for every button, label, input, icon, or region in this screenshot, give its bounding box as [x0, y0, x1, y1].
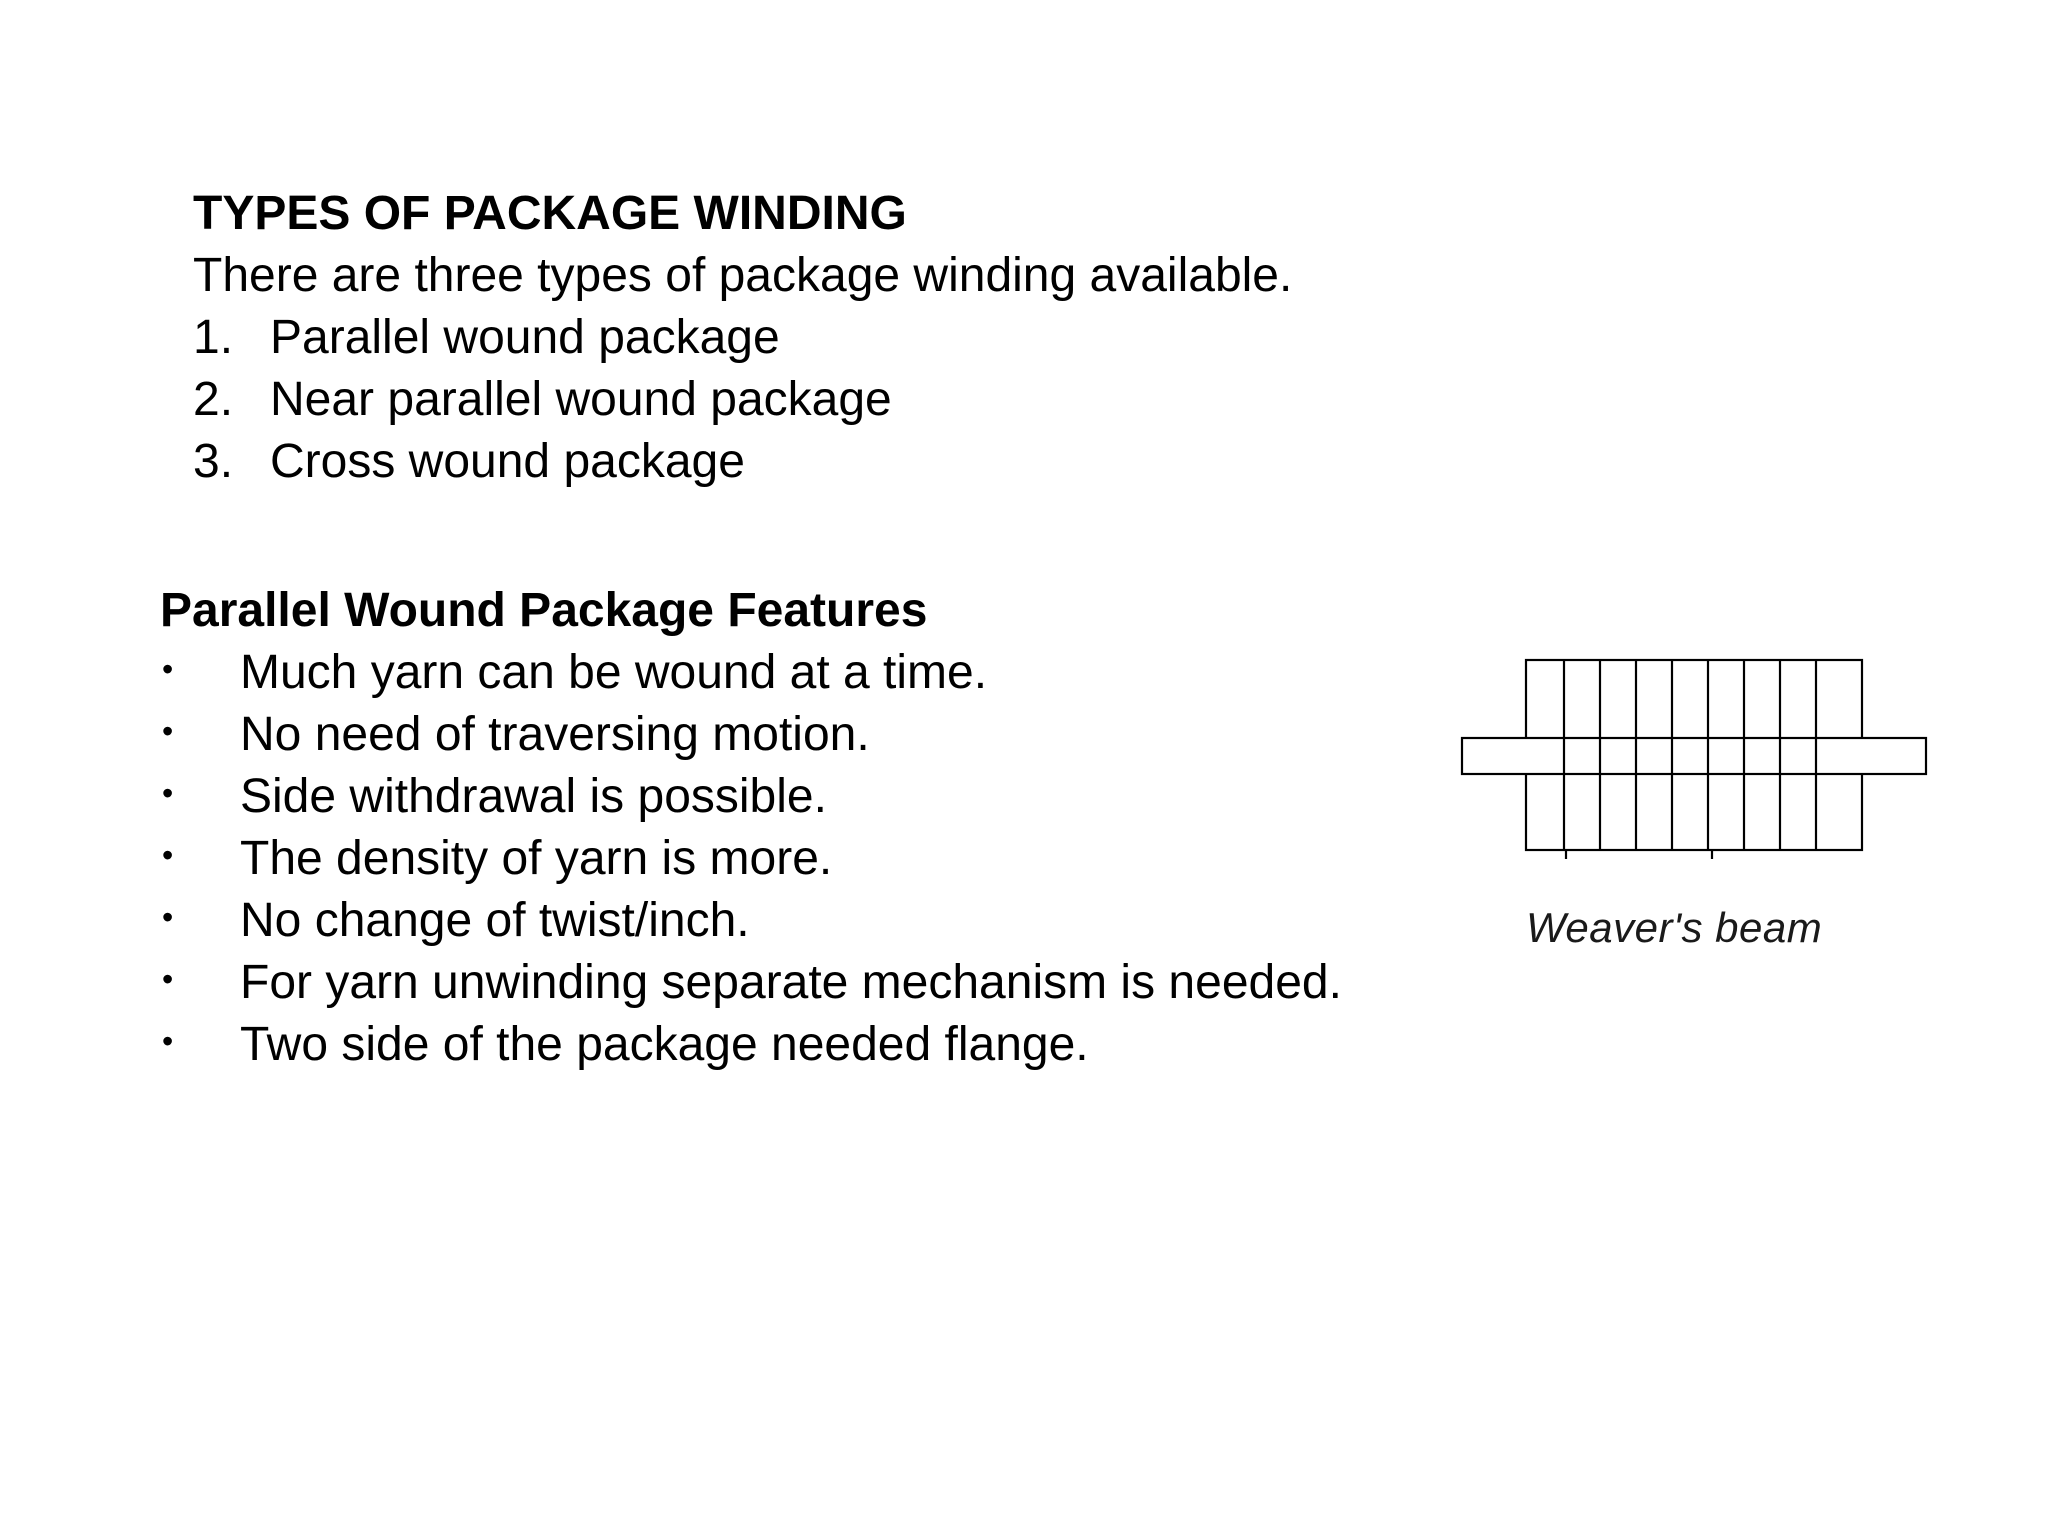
- bullet-icon: •: [162, 1023, 174, 1059]
- beam-barrel: [1462, 738, 1926, 774]
- types-intro: There are three types of package winding available.: [193, 249, 1293, 302]
- features-list: [160, 642, 1460, 1076]
- bullet-icon: •: [162, 899, 174, 935]
- feature-item: [160, 1014, 1460, 1076]
- bullet-icon: •: [162, 713, 174, 749]
- feature-text: No need of traversing motion.: [240, 708, 870, 761]
- list-item-label: Parallel wound package: [270, 311, 780, 364]
- types-list-item: [193, 307, 1493, 369]
- figure-caption: Weaver's beam: [1526, 904, 1823, 951]
- feature-text: For yarn unwinding separate mechanism is needed.: [240, 956, 1342, 1009]
- feature-text: Much yarn can be wound at a time.: [240, 646, 988, 699]
- bullet-icon: •: [162, 837, 174, 873]
- types-list-item: [193, 431, 1493, 493]
- features-title: Parallel Wound Package Features: [160, 584, 928, 637]
- types-list: [193, 307, 1493, 493]
- feature-item: [160, 828, 1460, 890]
- features-section: [160, 580, 1460, 1076]
- types-section: [193, 183, 1493, 493]
- feature-text: The density of yarn is more.: [240, 832, 833, 885]
- weavers-beam-figure: [1458, 656, 1938, 956]
- weavers-beam-diagram: [1458, 656, 1938, 896]
- types-list-item: [193, 369, 1493, 431]
- feature-text: Side withdrawal is possible.: [240, 770, 827, 823]
- bullet-icon: •: [162, 651, 174, 687]
- feature-item: [160, 642, 1460, 704]
- list-item-label: Cross wound package: [270, 435, 745, 488]
- list-number: 2.: [193, 373, 234, 426]
- types-title: TYPES OF PACKAGE WINDING: [193, 187, 907, 240]
- feature-item: [160, 952, 1460, 1014]
- feature-text: Two side of the package needed flange.: [240, 1018, 1089, 1071]
- feature-item: [160, 704, 1460, 766]
- bullet-icon: •: [162, 961, 174, 997]
- list-number: 1.: [193, 311, 234, 364]
- feature-item: [160, 766, 1460, 828]
- feature-text: No change of twist/inch.: [240, 894, 750, 947]
- bullet-icon: •: [162, 775, 174, 811]
- list-number: 3.: [193, 435, 234, 488]
- list-item-label: Near parallel wound package: [270, 373, 892, 426]
- feature-item: [160, 890, 1460, 952]
